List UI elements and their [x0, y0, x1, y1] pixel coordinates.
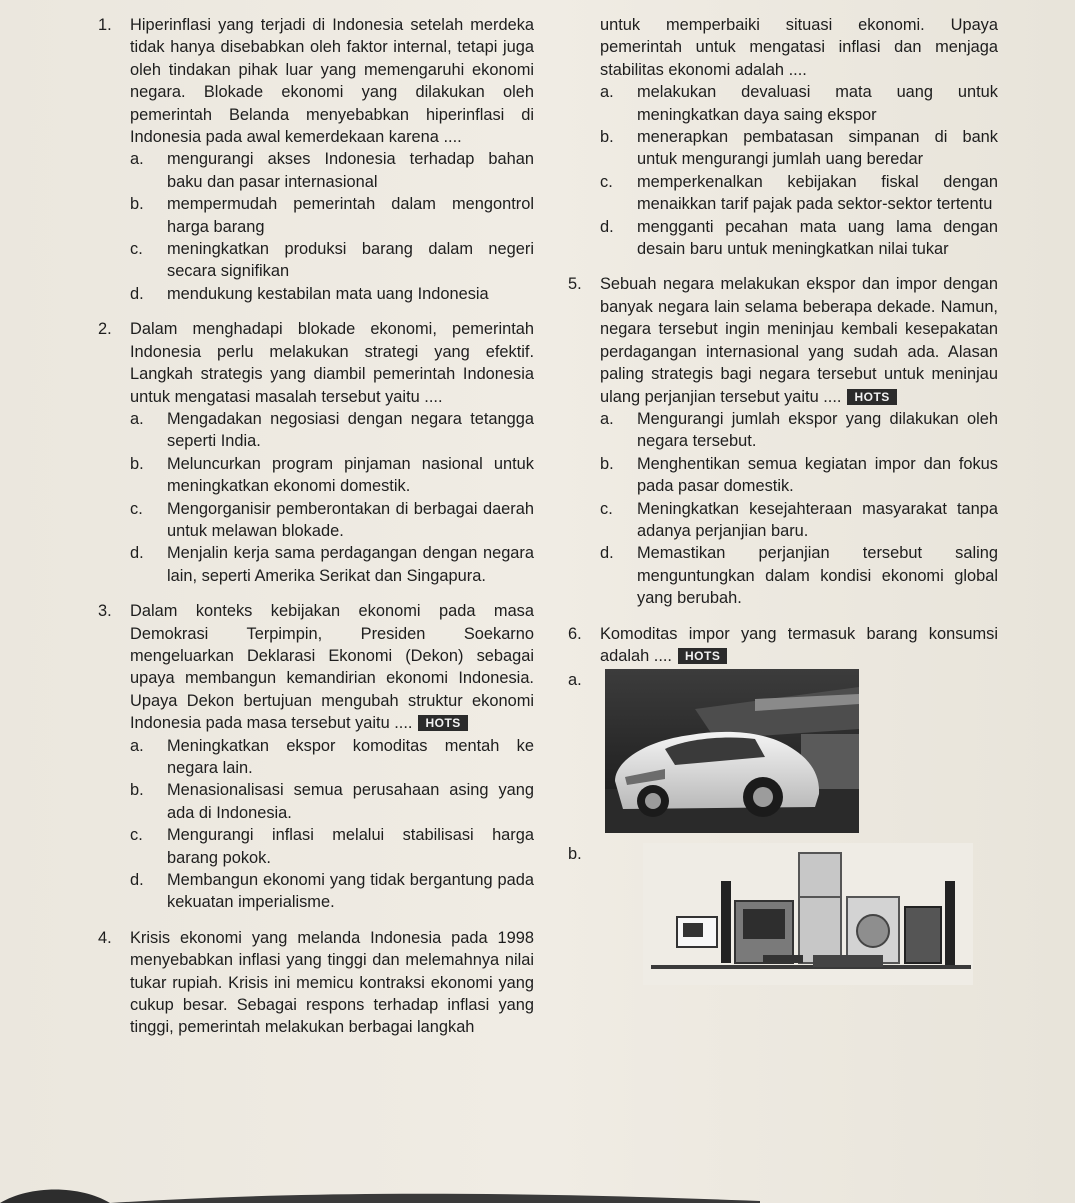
- option-label: b.: [130, 195, 144, 214]
- white-car-photo: [605, 669, 859, 833]
- option-d[interactable]: [600, 542, 998, 609]
- option-label: b.: [600, 128, 614, 147]
- option-text: Meningkatkan kesejahteraan masyarakat tanpa adanya perjanjian baru.: [637, 499, 998, 540]
- option-text: Mengurangi inflasi melalui stabilisasi harga barang pokok.: [167, 826, 534, 867]
- option-text: Membangun ekonomi yang tidak bergantung pada kekuatan imperialisme.: [167, 871, 534, 912]
- option-label: d.: [130, 284, 144, 303]
- option-text: Mengadakan negosiasi dengan negara tetangga seperti India.: [167, 409, 534, 451]
- stem-text: Komoditas impor yang termasuk barang konsumsi adalah ....: [600, 624, 998, 665]
- page-footer-decoration: [0, 1185, 1075, 1203]
- option-c[interactable]: [130, 824, 534, 869]
- option-text: mengurangi akses Indonesia terhadap bahan baku dan pasar internasional: [167, 150, 534, 191]
- option-c[interactable]: [130, 238, 534, 283]
- option-text: menerapkan pembatasan simpanan di bank untuk mengurangi jumlah uang beredar: [637, 128, 998, 169]
- option-text: melakukan devaluasi mata uang untuk meningkatkan daya saing ekspor: [637, 83, 998, 124]
- question-stem: [130, 600, 534, 734]
- option-text: memperkenalkan kebijakan fiskal dengan menaikkan tarif pajak pada sektor-sektor tertentu: [637, 172, 998, 214]
- option-label: a.: [600, 83, 614, 102]
- question-2: [98, 318, 534, 587]
- option-a[interactable]: [130, 148, 534, 193]
- option-label: b.: [130, 454, 144, 473]
- option-label: b.: [130, 781, 144, 800]
- option-b[interactable]: [130, 193, 534, 238]
- option-label: a.: [130, 736, 144, 755]
- option-label: c.: [130, 240, 143, 259]
- option-text: Meluncurkan program pinjaman nasional untuk meningkatkan ekonomi domestik.: [167, 454, 534, 496]
- option-label: a.: [130, 409, 144, 428]
- question-4-continued: [568, 14, 998, 260]
- option-text: mendukung kestabilan mata uang Indonesia: [167, 284, 489, 303]
- question-stem: untuk memperbaiki situasi ekonomi. Upaya pemerintah untuk mengatasi inflasi dan menjaga stabilitas ekonomi adalah ....: [600, 16, 998, 79]
- option-b[interactable]: [568, 843, 998, 985]
- option-d[interactable]: [130, 283, 534, 305]
- option-b[interactable]: [600, 453, 998, 498]
- option-label: d.: [130, 544, 144, 563]
- hots-badge: HOTS: [418, 715, 467, 731]
- stem-text: Dalam konteks kebijakan ekonomi pada masa Demokrasi Terpimpin, Presiden Soekarno mengeluarkan Deklarasi Ekonomi (Dekon) sebagai upaya membangun kemandirian ekonomi Indonesia. Upaya Dekon bertujuan mengubah struktur ekonomi Indonesia pada masa tersebut yaitu ....: [130, 602, 534, 733]
- question-1: [98, 14, 534, 305]
- option-c[interactable]: [600, 498, 998, 543]
- option-text: mempermudah pemerintah dalam mengontrol harga barang: [167, 195, 534, 236]
- option-text: Mengorganisir pemberontakan di berbagai daerah untuk melawan blokade.: [167, 499, 534, 540]
- option-text: mengganti pecahan mata uang lama dengan desain baru untuk meningkatkan nilai tukar: [637, 217, 998, 259]
- option-b[interactable]: [600, 126, 998, 171]
- question-6: [568, 623, 998, 986]
- option-b[interactable]: [130, 453, 534, 498]
- option-a[interactable]: [568, 669, 998, 833]
- option-label: a.: [130, 150, 144, 169]
- option-label: a.: [568, 671, 582, 690]
- question-number: 2.: [98, 320, 112, 339]
- question-stem: Dalam menghadapi blokade ekonomi, pemerintah Indonesia perlu melakukan strategi yang efektif. Langkah strategis yang diambil pemerintah Indonesia untuk mengatasi masalah tersebut yaitu ....: [130, 320, 534, 406]
- option-text: Menjalin kerja sama perdagangan dengan negara lain, seperti Amerika Serikat dan Singapura.: [167, 544, 534, 585]
- stem-text: Sebuah negara melakukan ekspor dan impor dengan banyak negara lain selama beberapa dekade. Namun, negara tersebut ingin meninjau kembali kesepakatan perdagangan internasional yang sudah ada. Alasan paling strategis bagi negara tersebut untuk meninjau ulang perjanjian tersebut yaitu ....: [600, 275, 998, 406]
- question-stem: Hiperinflasi yang terjadi di Indonesia setelah merdeka tidak hanya disebabkan oleh faktor internal, tetapi juga oleh tindakan pihak luar yang memengaruhi ekonomi negara. Blokade ekonomi yang dilakukan oleh pemerintah Belanda menyebabkan hiperinflasi di Indonesia pada awal kemerdekaan karena ....: [130, 16, 534, 147]
- option-c[interactable]: [600, 171, 998, 216]
- hots-badge: HOTS: [847, 389, 896, 405]
- question-number: 3.: [98, 602, 112, 621]
- question-number: 1.: [98, 16, 112, 34]
- question-number: 4.: [98, 928, 112, 947]
- question-stem: [600, 623, 998, 668]
- option-label: d.: [130, 871, 144, 890]
- option-text: Menasionalisasi semua perusahaan asing yang ada di Indonesia.: [167, 781, 534, 822]
- option-d[interactable]: [600, 216, 998, 261]
- question-stem: Krisis ekonomi yang melanda Indonesia pada 1998 menyebabkan inflasi yang tinggi dan melemahnya nilai tukar rupiah. Krisis ini memicu kontraksi ekonomi yang cukup besar. Sebagai respons terhadap inflasi yang tinggi, pemerintah melakukan berbagai langkah: [130, 928, 534, 1037]
- option-label: c.: [600, 499, 613, 518]
- right-column: [568, 14, 998, 998]
- question-stem: [600, 273, 998, 407]
- question-number: 5.: [568, 275, 582, 294]
- option-label: b.: [600, 454, 614, 473]
- option-label: a.: [600, 409, 614, 428]
- question-5: [568, 273, 998, 609]
- option-c[interactable]: [130, 498, 534, 543]
- option-label: c.: [600, 172, 613, 191]
- option-text: Mengurangi jumlah ekspor yang dilakukan oleh negara tersebut.: [637, 409, 998, 451]
- option-text: Meningkatkan ekspor komoditas mentah ke negara lain.: [167, 736, 534, 777]
- option-d[interactable]: [130, 869, 534, 914]
- option-d[interactable]: [130, 542, 534, 587]
- option-label: b.: [568, 845, 582, 864]
- option-text: Menghentikan semua kegiatan impor dan fokus pada pasar domestik.: [637, 454, 998, 496]
- option-a[interactable]: [130, 408, 534, 453]
- option-a[interactable]: [600, 81, 998, 126]
- home-appliances-photo: [643, 843, 973, 985]
- option-text: Memastikan perjanjian tersebut saling menguntungkan dalam kondisi ekonomi global yang berubah.: [637, 544, 998, 608]
- question-number: 6.: [568, 624, 582, 643]
- option-label: d.: [600, 217, 614, 236]
- option-text: meningkatkan produksi barang dalam negeri secara signifikan: [167, 240, 534, 281]
- option-label: d.: [600, 544, 614, 563]
- option-b[interactable]: [130, 779, 534, 824]
- option-label: c.: [130, 826, 143, 845]
- hots-badge: HOTS: [678, 648, 727, 664]
- left-column: [98, 14, 534, 1052]
- option-a[interactable]: [600, 408, 998, 453]
- question-3: [98, 600, 534, 914]
- question-4: [98, 927, 534, 1039]
- option-label: c.: [130, 499, 143, 518]
- option-a[interactable]: [130, 735, 534, 780]
